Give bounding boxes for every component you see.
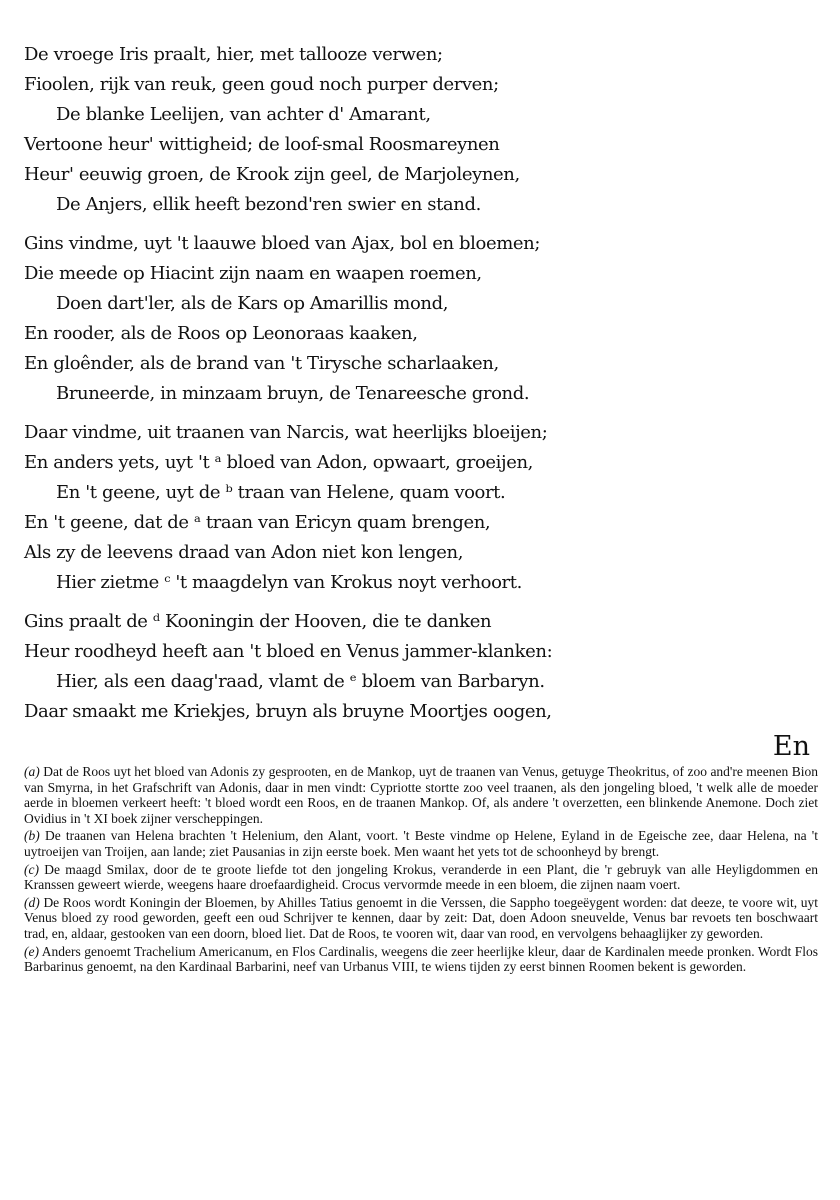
footnote-mark: (e) bbox=[24, 943, 39, 959]
verse-line: Vertoone heur' wittigheid; de loof-smal Roosmareynen bbox=[24, 134, 500, 155]
verse-line: En rooder, als de Roos op Leonoraas kaaken, bbox=[24, 323, 418, 344]
verse-line: Bruneerde, in minzaam bruyn, de Tenareesche grond. bbox=[56, 383, 530, 404]
verse-line: Als zy de leevens draad van Adon niet kon lengen, bbox=[24, 542, 464, 563]
verse-line: Heur roodheyd heeft aan 't bloed en Venus jammer-klanken: bbox=[24, 641, 553, 662]
footnote bbox=[24, 895, 818, 942]
footnote bbox=[24, 828, 818, 859]
verse-line: En 't geene, uyt de ᵇ traan van Helene, quam voort. bbox=[56, 482, 506, 503]
stanza bbox=[24, 607, 818, 727]
footnotes bbox=[24, 764, 818, 975]
verse-line: Heur' eeuwig groen, de Krook zijn geel, de Marjoleynen, bbox=[24, 164, 520, 185]
verse-line: Daar vindme, uit traanen van Narcis, wat heerlijks bloeijen; bbox=[24, 422, 548, 443]
verse-line: Hier zietme ᶜ 't maagdelyn van Krokus noyt verhoort. bbox=[56, 572, 522, 593]
poem bbox=[24, 40, 818, 727]
footnote-mark: (d) bbox=[24, 894, 40, 910]
verse-line: Fioolen, rijk van reuk, geen goud noch purper derven; bbox=[24, 74, 499, 95]
verse-line: Hier, als een daag'raad, vlamt de ᵉ bloem van Barbaryn. bbox=[56, 671, 545, 692]
verse-line: Die meede op Hiacint zijn naam en waapen roemen, bbox=[24, 263, 482, 284]
verse-line: De vroege Iris praalt, hier, met tallooze verwen; bbox=[24, 44, 443, 65]
verse-line: En gloênder, als de brand van 't Tirysche scharlaaken, bbox=[24, 353, 499, 374]
verse-line: En anders yets, uyt 't ᵃ bloed van Adon, opwaart, groeijen, bbox=[24, 452, 533, 473]
verse-line: En 't geene, dat de ᵃ traan van Ericyn quam brengen, bbox=[24, 512, 491, 533]
verse-line: Doen dart'ler, als de Kars op Amarillis mond, bbox=[56, 293, 449, 314]
stanza bbox=[24, 229, 818, 409]
verse-line: De blanke Leelijen, van achter d' Amarant, bbox=[56, 104, 431, 125]
footnote-mark: (b) bbox=[24, 828, 40, 844]
footnote-mark: (a) bbox=[24, 764, 40, 779]
footnote-text: Dat de Roos uyt het bloed van Adonis zy gesprooten, en de Mankop, uyt de traanen van Venus, getuyge Theokritus, of zoo and're meenen Bion van Smyrna, in het Grafschrift van Adonis, daar in men vindt: Cypriotte stortte zoo veel traanen, als den jongeling bloed, 't welk alle de moeder aerde in bloemen verkeert heeft: 't bloed wordt een Roos, en de traanen Mankop. Of, als andere 't overzetten, een blinkende Anemone. Doch ziet Ovidius in 't XI boek zijner verscheppingen. bbox=[24, 764, 819, 826]
stanza bbox=[24, 418, 818, 598]
verse-line: Gins praalt de ᵈ Kooningin der Hooven, die te danken bbox=[24, 611, 492, 632]
catchword: En bbox=[772, 731, 810, 762]
verse-line: De Anjers, ellik heeft bezond'ren swier en stand. bbox=[56, 194, 481, 215]
footnote bbox=[24, 764, 818, 826]
footnote-text: Anders genoemt Trachelium Americanum, en Flos Cardinalis, weegens die zeer heerlijke kleur, daar de Kardinalen meede pronken. Wordt Flos Barbarinus genoemt, na den Kardinaal Barbarini, neef van Urbanus VIII, te wiens tijden zy eerst binnen Roomen bekent is geworden. bbox=[24, 943, 818, 975]
footnote bbox=[24, 944, 818, 975]
footnote-text: De Roos wordt Koningin der Bloemen, by Ahilles Tatius genoemt in die Verssen, die Sappho toegeëygent worden: dat deeze, te voore wit, uyt Venus bloed zy rood geworden, geeft een oud Schrijver te kennen, daar by zeit: Dat, doen Adoon sneuvelde, Venus bar revoets ten boschwaart trad, en, aldaar, gestooken van een doorn, bloed liet. Dat de Roos, te vooren wit, daar van rood, en vervolgens behaaglijker zy geworden. bbox=[24, 894, 819, 941]
verse-line: Daar smaakt me Kriekjes, bruyn als bruyne Moortjes oogen, bbox=[24, 701, 552, 722]
footnote-text: De traanen van Helena brachten 't Helenium, den Alant, voort. 't Beste vindme op Helene, Eyland in de Egeische zee, daar Helena, na 't uytroeijen van Troijen, aan lande; ziet Pausanias in zijn eerste boek. Men waant het yets tot de schoonheyd by brengt. bbox=[24, 828, 818, 859]
footnote-text: De maagd Smilax, door de te groote liefde tot den jongeling Krokus, veranderde in een Plant, die 'r gebruyk van alle Heyligdommen en Kranssen geweert wierde, weegens haare droefaardigheid. Crocus vervormde meede in een bloem, die zijnen naam voert. bbox=[24, 861, 818, 893]
stanza bbox=[24, 40, 818, 220]
verse-line: Gins vindme, uyt 't laauwe bloed van Ajax, bol en bloemen; bbox=[24, 233, 540, 254]
footnote-mark: (c) bbox=[24, 861, 39, 877]
footnote bbox=[24, 862, 818, 893]
